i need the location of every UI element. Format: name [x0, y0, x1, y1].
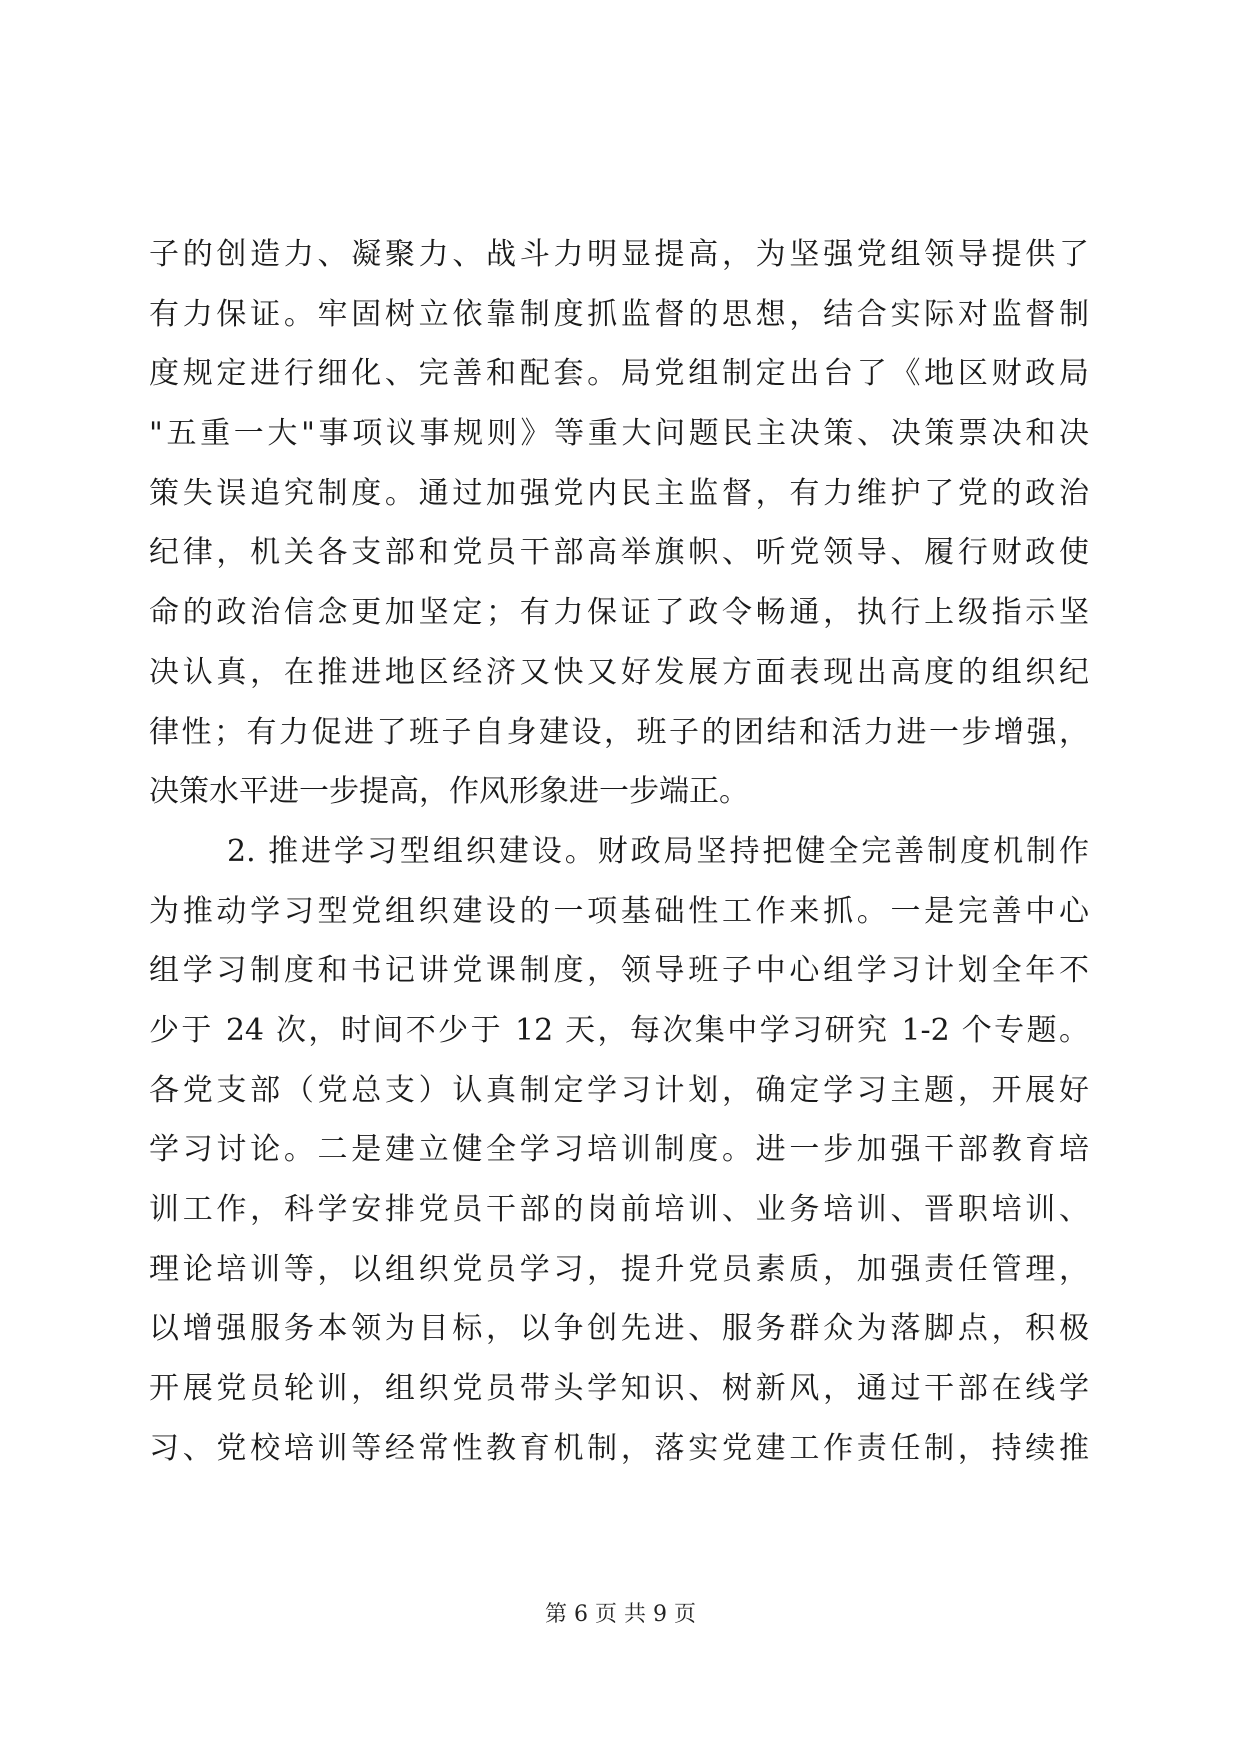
text-line: 组学习制度和书记讲党课制度，领导班子中心组学习计划全年不 — [149, 953, 1089, 989]
text-line: 习、党校培训等经常性教育机制，落实党建工作责任制，持续推 — [149, 1430, 1089, 1466]
text-line: 以增强服务本领为目标，以争创先进、服务群众为落脚点，积极 — [149, 1311, 1089, 1347]
text-line: 有力保证。牢固树立依靠制度抓监督的思想，结合实际对监督制 — [149, 296, 1089, 332]
text-line: 各党支部（党总支）认真制定学习计划，确定学习主题，开展好 — [149, 1072, 1089, 1108]
text-line: 度规定进行细化、完善和配套。局党组制定出台了《地区财政局 — [149, 356, 1089, 392]
text-line: 决策水平进一步提高，作风形象进一步端正。 — [149, 774, 749, 810]
text-line: 开展党员轮训，组织党员带头学知识、树新风，通过干部在线学 — [149, 1371, 1089, 1407]
text-line: 子的创造力、凝聚力、战斗力明显提高，为坚强党组领导提供了 — [149, 237, 1089, 272]
text-line: 策失误追究制度。通过加强党内民主监督，有力维护了党的政治 — [149, 475, 1089, 511]
text-line: 决认真，在推进地区经济又快又好发展方面表现出高度的组织纪 — [149, 654, 1089, 690]
text-line: "五重一大"事项议事规则》等重大问题民主决策、决策票决和决 — [149, 416, 1089, 452]
body-text — [149, 225, 1089, 1478]
text-line: 律性；有力促进了班子自身建设，班子的团结和活力进一步增强， — [149, 714, 1089, 750]
text-line: 训工作，科学安排党员干部的岗前培训、业务培训、晋职培训、 — [149, 1192, 1089, 1227]
text-line: 纪律，机关各支部和党员干部高举旗帜、听党领导、履行财政使 — [149, 535, 1089, 571]
text-line: 少于 24 次，时间不少于 12 天，每次集中学习研究 1-2 个专题。 — [149, 1012, 1089, 1048]
page-number-footer: 第 6 页 共 9 页 — [545, 1602, 696, 1627]
text-line: 理论培训等，以组织党员学习，提升党员素质，加强责任管理， — [149, 1251, 1089, 1287]
text-line: 学习讨论。二是建立健全学习培训制度。进一步加强干部教育培 — [149, 1132, 1089, 1168]
text-line: 命的政治信念更加坚定；有力保证了政令畅通，执行上级指示坚 — [149, 595, 1089, 631]
paragraph-heading-line: 2. 推进学习型组织建设。财政局坚持把健全完善制度机制作 — [227, 833, 1089, 869]
text-line: 为推动学习型党组织建设的一项基础性工作来抓。一是完善中心 — [149, 893, 1089, 929]
